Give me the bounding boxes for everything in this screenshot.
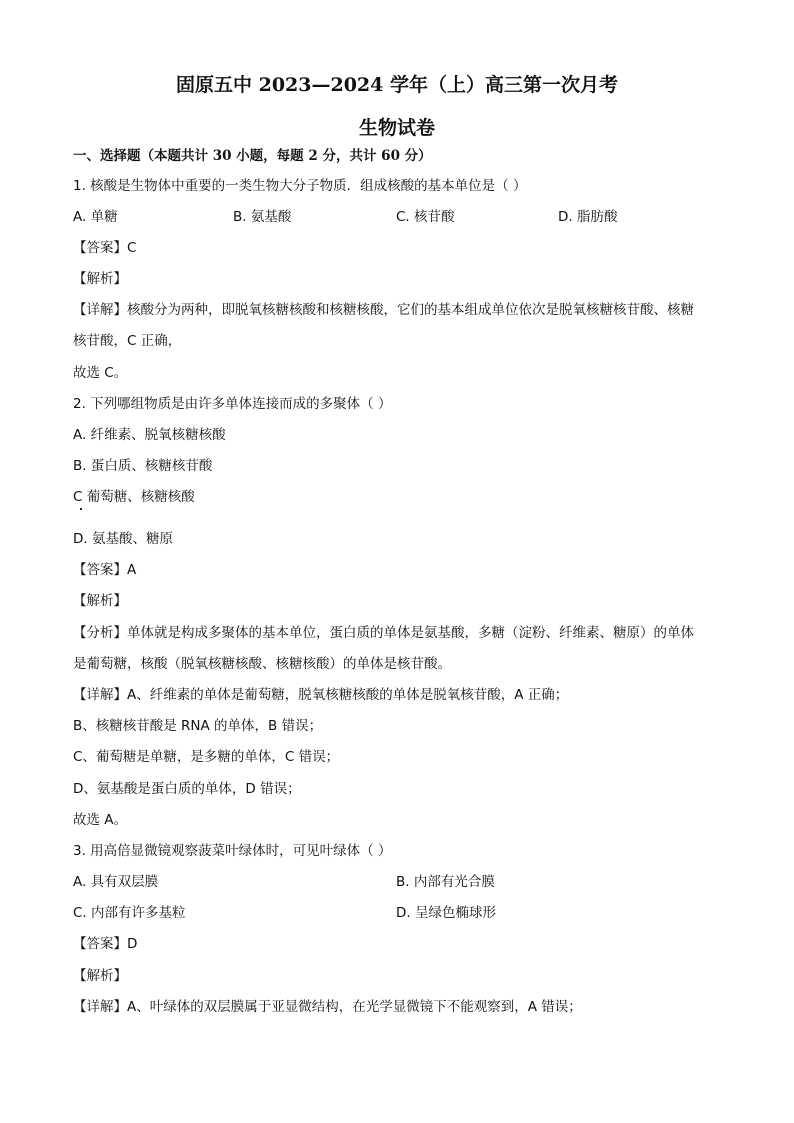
- q1-stem: 1. 核酸是生物体中重要的一类生物大分子物质．组成核酸的基本单位是（ ）: [73, 178, 527, 194]
- q2-fenxi-line-2: 是葡萄糖，核酸（脱氧核糖核酸、核糖核酸）的单体是核苷酸。: [73, 656, 451, 672]
- q1-option-d: D. 脂肪酸: [558, 209, 618, 225]
- q1-option-a: A. 单糖: [73, 209, 118, 225]
- q3-option-c: C. 内部有许多基粒: [73, 905, 186, 921]
- q3-answer: 【答案】D: [73, 936, 138, 952]
- q3-stem: 3. 用高倍显微镜观察菠菜叶绿体时，可见叶绿体（ ）: [73, 843, 392, 859]
- q2-conclusion: 故选 A。: [73, 812, 128, 828]
- q3-option-b: B. 内部有光合膜: [396, 874, 495, 890]
- q3-option-a: A. 具有双层膜: [73, 874, 159, 890]
- q1-answer: 【答案】C: [73, 240, 137, 256]
- q2-option-c: C 葡萄糖、核糖核酸: [73, 489, 195, 505]
- q3-analysis-label: 【解析】: [73, 968, 127, 984]
- q2-fenxi-line-1: 【分析】单体就是构成多聚体的基本单位，蛋白质的单体是氨基酸，多糖（淀粉、纤维素、糖原）的单体: [73, 625, 694, 641]
- page-subtitle: 生物试卷: [358, 117, 435, 139]
- page-title: 固原五中 2023—2024 学年（上）高三第一次月考: [176, 74, 618, 96]
- q2-analysis-label: 【解析】: [73, 593, 127, 609]
- stray-dot: [80, 508, 82, 510]
- q2-option-b: B. 蛋白质、核糖核苷酸: [73, 458, 213, 474]
- q2-detail-line-2: B、核糖核苷酸是 RNA 的单体，B 错误；: [73, 718, 323, 734]
- q2-detail-line-1: 【详解】A、纤维素的单体是葡萄糖，脱氧核糖核酸的单体是脱氧核苷酸，A 正确；: [73, 687, 569, 703]
- q3-detail-line-1: 【详解】A、叶绿体的双层膜属于亚显微结构，在光学显微镜下不能观察到，A 错误；: [73, 999, 582, 1015]
- q2-option-a: A. 纤维素、脱氧核糖核酸: [73, 427, 226, 443]
- q2-detail-line-3: C、葡萄糖是单糖，是多糖的单体，C 错误；: [73, 749, 340, 765]
- q1-detail-line-1: 【详解】核酸分为两种，即脱氧核糖核酸和核糖核酸，它们的基本组成单位依次是脱氧核糖核苷酸、核糖: [73, 302, 694, 318]
- q1-conclusion: 故选 C。: [73, 365, 128, 381]
- q1-option-b: B. 氨基酸: [233, 209, 292, 225]
- q1-detail-line-2: 核苷酸，C 正确，: [73, 333, 182, 349]
- q2-answer: 【答案】A: [73, 562, 137, 578]
- section-heading: 一、选择题（本题共计 30 小题，每题 2 分，共计 60 分）: [73, 148, 432, 164]
- q2-stem: 2. 下列哪组物质是由许多单体连接而成的多聚体（ ）: [73, 396, 392, 412]
- q2-detail-line-4: D、氨基酸是蛋白质的单体，D 错误；: [73, 781, 301, 797]
- q2-option-d: D. 氨基酸、糖原: [73, 531, 173, 547]
- q1-analysis-label: 【解析】: [73, 271, 127, 287]
- q3-option-d: D. 呈绿色椭球形: [396, 905, 496, 921]
- q1-option-c: C. 核苷酸: [396, 209, 455, 225]
